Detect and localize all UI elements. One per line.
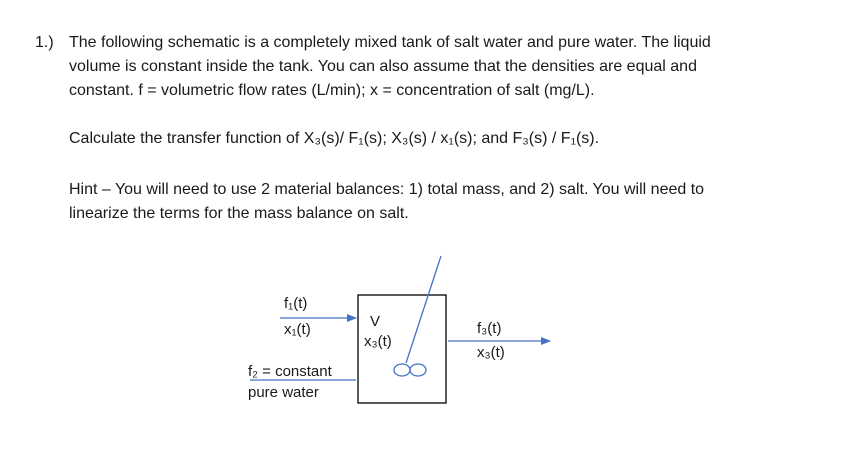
hint-text bbox=[69, 178, 829, 226]
outlet-concentration-label: x₃(t) bbox=[477, 344, 505, 361]
task-instruction-line: Calculate the transfer function of X₃(s)/ F₁(s); X₃(s) / x₁(s); and F₃(s) / F₁(s). bbox=[69, 130, 600, 147]
stirrer-shaft bbox=[406, 256, 441, 363]
pure-water-flow-label: f₂ = constant bbox=[248, 363, 332, 380]
tank-volume-label: V bbox=[370, 313, 381, 330]
problem-statement-line: The following schematic is a completely mixed tank of salt water and pure water. The liquid bbox=[69, 34, 711, 51]
inlet-flow-label: f₁(t) bbox=[284, 295, 308, 312]
impeller-blade-left bbox=[394, 364, 410, 376]
tank-concentration-label: x₃(t) bbox=[364, 333, 392, 350]
problem-statement-line: constant. f = volumetric flow rates (L/min); x = concentration of salt (mg/L). bbox=[69, 82, 595, 99]
hint-line: linearize the terms for the mass balance on salt. bbox=[69, 205, 409, 222]
task-instruction bbox=[69, 127, 829, 151]
impeller-blade-right bbox=[410, 364, 426, 376]
question-number: 1.) bbox=[35, 34, 54, 51]
outlet-flow-label: f₃(t) bbox=[477, 320, 502, 337]
inlet-concentration-label: x₁(t) bbox=[284, 321, 311, 338]
problem-statement-line: volume is constant inside the tank. You can also assume that the densities are equal and bbox=[69, 58, 697, 75]
pure-water-label: pure water bbox=[248, 384, 319, 401]
hint-line: Hint – You will need to use 2 material balances: 1) total mass, and 2) salt. You will need to bbox=[69, 181, 705, 198]
mixing-tank-schematic bbox=[240, 250, 570, 420]
problem-statement bbox=[69, 31, 829, 103]
